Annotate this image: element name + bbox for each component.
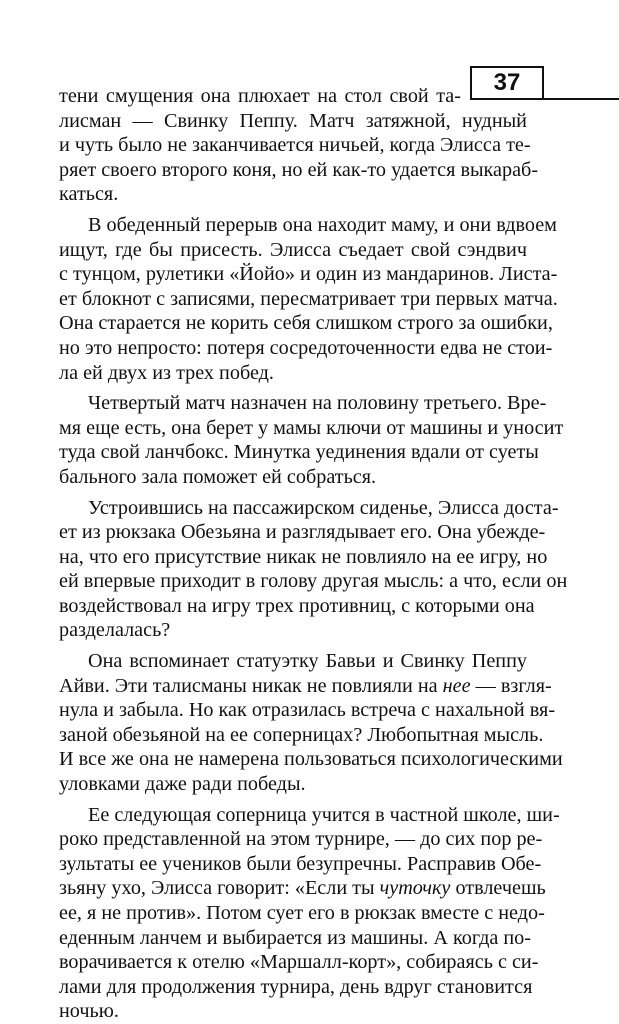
text-line: каться. — [59, 183, 119, 206]
paragraph — [59, 84, 539, 207]
text-line: заной обезьяной на ее соперницах? Любопытная мысль. — [59, 723, 544, 746]
text-run: Айви. Эти талисманы никак не повлияли на — [59, 674, 443, 697]
text-line: на, что его присутствие никак не повлияло на ее игру, но — [59, 545, 548, 568]
text-column — [59, 84, 568, 1024]
text-line: и чуть было не заканчивается ничьей, когда Элисса те- — [59, 134, 531, 157]
text-line: лисман — Свинку Пеппу. Матч затяжной, нудный — [59, 109, 527, 132]
text-line: ее, я не против». Потом сует его в рюкзак вместе с недо- — [59, 902, 545, 924]
text-line: Ее следующая соперница учится в частной школе, ши- — [88, 803, 560, 826]
text-run: — взгля- — [470, 674, 552, 697]
text-line: ищут, где бы присесть. Элисса съедает свой сэндвич — [59, 238, 527, 261]
text-line: уловками даже ради победы. — [59, 773, 306, 796]
text-line: В обеденный перерыв она находит маму, и они вдвоем — [88, 213, 557, 236]
text-line: но это непросто: потеря сосредоточенности едва не стои- — [59, 336, 553, 359]
text-line: ет из рюкзака Обезьяна и разглядывает его. Она убежде- — [59, 521, 546, 544]
text-line: лами для продолжения турнира, день вдруг становится — [59, 975, 533, 998]
paragraph — [59, 649, 563, 797]
text-line: ей впервые приходит в голову другая мысль: а что, если он — [59, 570, 568, 593]
text-line: еденным ланчем и выбирается из машины. А когда по- — [59, 926, 531, 949]
text-line: ночью. — [59, 1000, 119, 1023]
text-line — [59, 674, 552, 699]
page-number: 37 — [470, 66, 544, 100]
text-line: ворачивается к отелю «Маршалл-корт», собираясь с си- — [59, 951, 539, 974]
text-line: зультаты ее учеников были безупречны. Расправив Обе- — [59, 852, 542, 875]
italic-emphasis: чуточку — [379, 877, 451, 900]
text-line: Она старается не корить себя слишком строго за ошибки, — [59, 312, 553, 335]
text-line: И все же она не намерена пользоваться психологическими — [59, 748, 563, 771]
text-line: роко представленной на этом турнире, — до сих пор ре- — [59, 828, 543, 851]
italic-emphasis: нее — [442, 674, 471, 697]
text-line: Четвертый матч назначен на половину третьего. Вре- — [88, 392, 547, 415]
text-line: тени смущения она плюхает на стол свой та- — [59, 85, 461, 107]
text-line: ет блокнот с записями, пересматривает три первых матча. — [59, 287, 558, 310]
text-run: отвлечешь — [450, 877, 546, 900]
text-line: Устроившись на пассажирском сиденье, Элисса доста- — [88, 496, 559, 519]
text-line: Она вспоминает статуэтку Бавьи и Свинку Пеппу — [88, 650, 527, 673]
text-line: бального зала поможет ей собраться. — [59, 465, 377, 488]
paragraph — [59, 496, 568, 644]
paragraph — [59, 213, 558, 385]
text-line: с тунцом, рулетики «Йойо» и один из мандаринов. Листа- — [59, 263, 558, 286]
text-line: ряет своего второго коня, но ей как-то удается выкараб- — [59, 158, 539, 181]
paragraph — [59, 803, 560, 1024]
text-line: разделалась? — [59, 619, 171, 642]
text-line: туда свой ланчбокс. Минутка уединения вдали от суеты — [59, 441, 539, 464]
text-run: зьяну ухо, Элисса говорит: «Если ты — [59, 877, 380, 900]
text-line: мя еще есть, она берет у мамы ключи от машины и уносит — [59, 416, 564, 439]
text-line: ла ей двух из трех побед. — [59, 361, 274, 384]
paragraph — [59, 391, 564, 489]
text-line: воздействовал на игру трех противниц, с которыми она — [59, 594, 535, 617]
text-line: нула и забыла. Но как отразилась встреча с нахальной вя- — [59, 699, 556, 722]
text-line — [59, 876, 546, 901]
